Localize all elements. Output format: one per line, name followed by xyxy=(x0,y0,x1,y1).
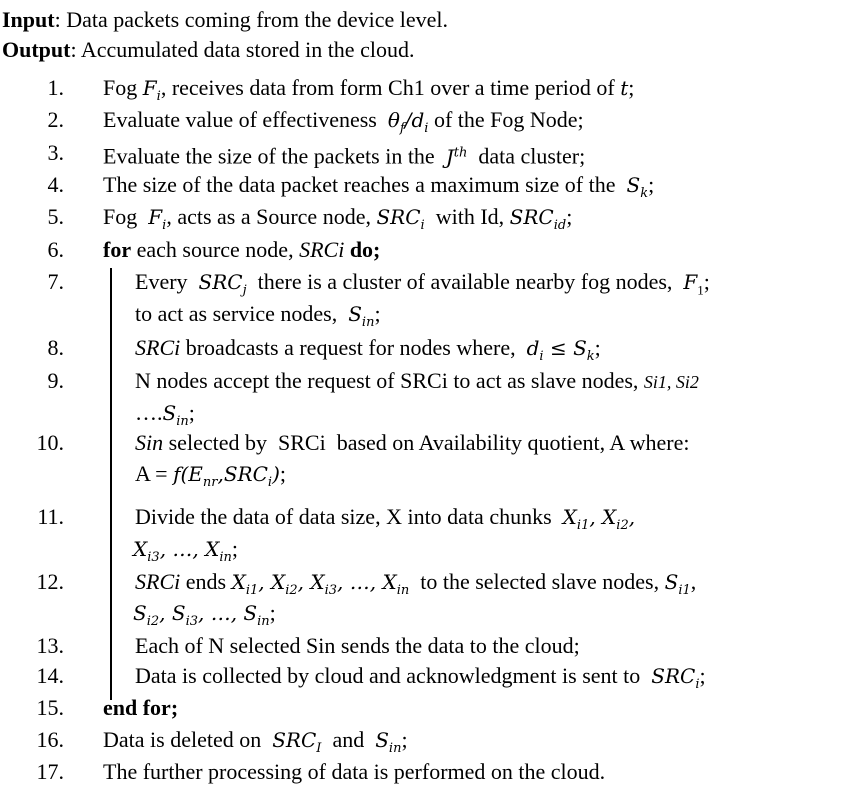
step-number: 16. xyxy=(36,727,64,752)
step-number: 11. xyxy=(37,504,64,529)
step-number: 9. xyxy=(47,368,64,393)
step-number: 5. xyxy=(47,204,64,229)
step-number: 17. xyxy=(36,759,64,784)
step-number: 8. xyxy=(47,335,64,360)
step-text: to act as service nodes, $S_{in}$; xyxy=(135,301,381,330)
step-number: 15. xyxy=(36,695,64,720)
step-number: 12. xyxy=(36,569,64,594)
step-text: $\dots.S_{in}$; xyxy=(135,400,195,429)
step-text: Data is collected by cloud and acknowledgment is sent to $SRC_i$; xyxy=(135,663,706,692)
step-number: 1. xyxy=(47,75,64,100)
step-text: Sin selected by SRCi based on Availability quotient, A where: xyxy=(135,430,690,455)
step-text: Evaluate value of effectiveness $\theta_f/d_i$ of the Fog Node; xyxy=(103,107,584,136)
step-text: $S_{i2}$, $S_{i3}$, …, $S_{in}$; xyxy=(133,600,276,629)
step-text: The size of the data packet reaches a maximum size of the $S_k$; xyxy=(103,172,655,201)
step-text: Evaluate the size of the packets in the $J^{th}$ data cluster; xyxy=(103,143,586,169)
step-text: $X_{i3}$, …, $X_{in}$; xyxy=(133,536,239,565)
step-text: $A = f(E_{nr},SRC_i)$; xyxy=(135,461,287,490)
input-line: Input: Data packets coming from the device level. xyxy=(2,7,449,32)
step-text: SRCi ends $X_{i1}$, $X_{i2}$, $X_{i3}$, …, $X_{in}$ to the selected slave nodes, $S_{i1}$, xyxy=(135,569,697,598)
step-text: Fog $F_i$, receives data from form Ch1 over a time period of t; xyxy=(103,75,635,104)
output-line: Output: Accumulated data stored in the cloud. xyxy=(2,37,415,62)
output-text: Accumulated data stored in the cloud. xyxy=(80,37,415,62)
step-number: 7. xyxy=(47,269,64,294)
step-text: for each source node, SRCi do; xyxy=(103,237,381,262)
step-text: The further processing of data is performed on the cloud. xyxy=(103,759,606,784)
step-number: 14. xyxy=(36,663,64,688)
step-number: 13. xyxy=(36,633,64,658)
step-number: 10. xyxy=(36,430,64,455)
step-text: N nodes accept the request of SRCi to act as slave nodes, Si1, Si2 xyxy=(135,368,699,393)
loop-body-bar xyxy=(110,268,112,700)
step-text: Data is deleted on $SRC_I$ and $S_{in}$; xyxy=(103,727,408,756)
step-text: Every $SRC_j$ there is a cluster of available nearby fog nodes, $F_1$; xyxy=(135,269,710,298)
step-text: SRCi broadcasts a request for nodes where, $d_i \le S_k$; xyxy=(135,335,601,364)
output-label: Output xyxy=(2,37,71,62)
input-label: Input xyxy=(2,7,55,32)
step-text: end for; xyxy=(103,695,179,720)
input-text: Data packets coming from the device level. xyxy=(66,7,449,32)
step-number: 2. xyxy=(47,107,64,132)
step-text: Divide the data of data size, X into data chunks $X_{i1}$, $X_{i2}$, xyxy=(135,504,636,533)
step-number: 4. xyxy=(47,172,64,197)
step-text: Each of N selected Sin sends the data to the cloud; xyxy=(135,633,580,658)
step-number: 6. xyxy=(47,237,64,262)
step-number: 3. xyxy=(47,140,64,165)
step-text: Fog $F_i$, acts as a Source node, $SRC_i$ with Id, $SRC_{id}$; xyxy=(103,204,573,233)
